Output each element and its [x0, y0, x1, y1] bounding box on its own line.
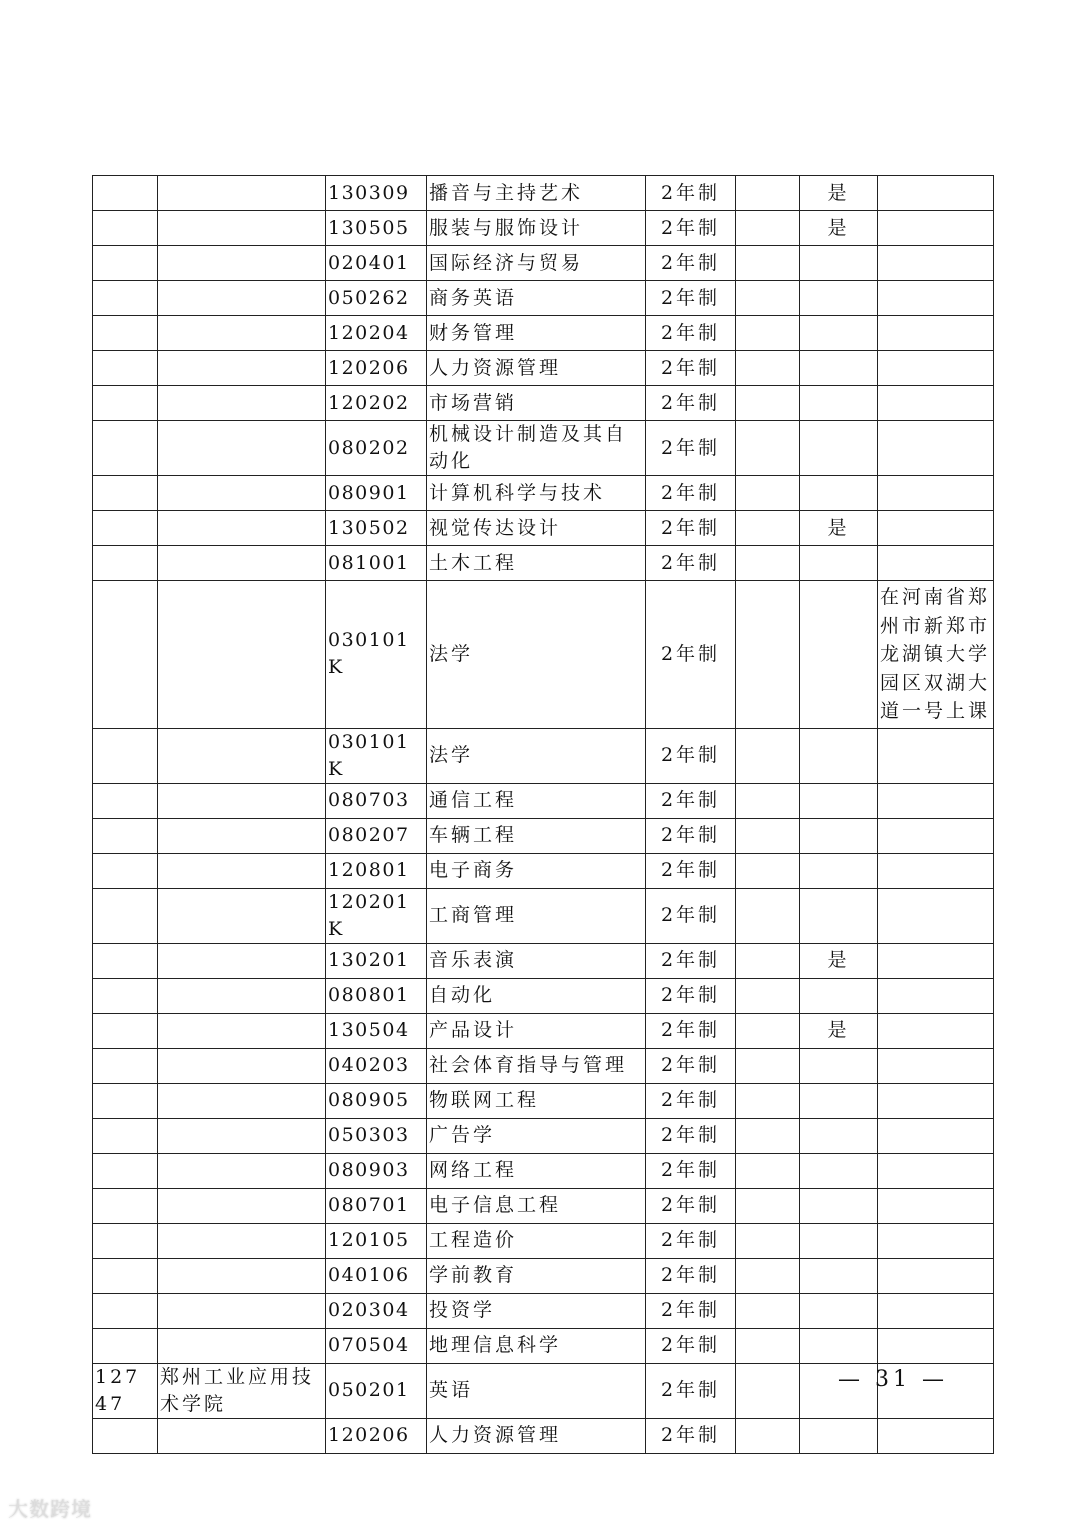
major-code-cell: 030101K	[326, 581, 427, 729]
art-major-cell	[800, 1118, 878, 1153]
school-id-cell	[93, 943, 158, 978]
major-name-cell: 视觉传达设计	[427, 511, 646, 546]
note-cell	[878, 943, 994, 978]
major-name-cell: 广告学	[427, 1118, 646, 1153]
blank-cell	[736, 1048, 800, 1083]
art-major-cell	[800, 281, 878, 316]
school-name-cell	[158, 1223, 326, 1258]
art-major-cell	[800, 1418, 878, 1453]
table-row	[93, 176, 994, 211]
school-id-cell	[93, 1048, 158, 1083]
major-code-cell: 050201	[326, 1363, 427, 1418]
art-major-cell	[800, 853, 878, 888]
table-row	[93, 211, 994, 246]
note-cell	[878, 1083, 994, 1118]
duration-cell: 2年制	[646, 1418, 736, 1453]
school-id-cell	[93, 818, 158, 853]
major-code-cell: 080701	[326, 1188, 427, 1223]
art-major-cell	[800, 1293, 878, 1328]
major-code-cell: 120204	[326, 316, 427, 351]
duration-cell: 2年制	[646, 476, 736, 511]
note-cell	[878, 176, 994, 211]
blank-cell	[736, 1418, 800, 1453]
major-name-cell: 电子商务	[427, 853, 646, 888]
school-id-cell: 12747	[93, 1363, 158, 1418]
note-cell	[878, 1013, 994, 1048]
note-cell	[878, 783, 994, 818]
note-cell	[878, 546, 994, 581]
art-major-cell	[800, 421, 878, 476]
blank-cell	[736, 1223, 800, 1258]
school-id-cell	[93, 1418, 158, 1453]
blank-cell	[736, 211, 800, 246]
duration-cell: 2年制	[646, 351, 736, 386]
school-id-cell	[93, 546, 158, 581]
note-cell	[878, 853, 994, 888]
major-name-cell: 计算机科学与技术	[427, 476, 646, 511]
blank-cell	[736, 511, 800, 546]
art-major-cell	[800, 316, 878, 351]
duration-cell: 2年制	[646, 1013, 736, 1048]
table-row	[93, 1153, 994, 1188]
art-major-cell: 是	[800, 511, 878, 546]
major-name-cell: 产品设计	[427, 1013, 646, 1048]
school-id-cell	[93, 853, 158, 888]
art-major-cell	[800, 351, 878, 386]
major-name-cell: 土木工程	[427, 546, 646, 581]
school-name-cell	[158, 728, 326, 783]
blank-cell	[736, 546, 800, 581]
school-name-cell	[158, 978, 326, 1013]
table-row	[93, 1083, 994, 1118]
major-code-cell: 120202	[326, 386, 427, 421]
majors-table	[92, 175, 994, 1454]
art-major-cell	[800, 888, 878, 943]
major-name-cell: 播音与主持艺术	[427, 176, 646, 211]
note-cell	[878, 1258, 994, 1293]
note-cell: 在河南省郑州市新郑市龙湖镇大学园区双湖大道一号上课	[878, 581, 994, 729]
major-code-cell: 080903	[326, 1153, 427, 1188]
blank-cell	[736, 728, 800, 783]
duration-cell: 2年制	[646, 978, 736, 1013]
art-major-cell: 是	[800, 1013, 878, 1048]
school-name-cell	[158, 1258, 326, 1293]
duration-cell: 2年制	[646, 1328, 736, 1363]
blank-cell	[736, 783, 800, 818]
school-name-cell	[158, 818, 326, 853]
note-cell	[878, 211, 994, 246]
major-name-cell: 自动化	[427, 978, 646, 1013]
major-code-cell: 120801	[326, 853, 427, 888]
major-code-cell: 120201K	[326, 888, 427, 943]
blank-cell	[736, 1188, 800, 1223]
blank-cell	[736, 1153, 800, 1188]
school-id-cell	[93, 978, 158, 1013]
note-cell	[878, 421, 994, 476]
watermark-logo: 大数跨境	[8, 1497, 92, 1521]
school-name-cell	[158, 246, 326, 281]
blank-cell	[736, 1013, 800, 1048]
note-cell	[878, 511, 994, 546]
major-name-cell: 电子信息工程	[427, 1188, 646, 1223]
blank-cell	[736, 421, 800, 476]
major-name-cell: 物联网工程	[427, 1083, 646, 1118]
page-number: — 31 —	[838, 1367, 948, 1392]
blank-cell	[736, 246, 800, 281]
school-id-cell	[93, 281, 158, 316]
major-code-cell: 120206	[326, 351, 427, 386]
table-row	[93, 728, 994, 783]
school-name-cell	[158, 1083, 326, 1118]
school-name-cell	[158, 316, 326, 351]
school-name-cell	[158, 176, 326, 211]
school-id-cell	[93, 511, 158, 546]
table-row	[93, 546, 994, 581]
school-name-cell	[158, 1293, 326, 1328]
art-major-cell: 是	[800, 211, 878, 246]
blank-cell	[736, 351, 800, 386]
school-id-cell	[93, 1013, 158, 1048]
duration-cell: 2年制	[646, 511, 736, 546]
table-row	[93, 421, 994, 476]
school-name-cell	[158, 211, 326, 246]
duration-cell: 2年制	[646, 1258, 736, 1293]
school-id-cell	[93, 316, 158, 351]
art-major-cell	[800, 476, 878, 511]
school-name-cell	[158, 1013, 326, 1048]
duration-cell: 2年制	[646, 1223, 736, 1258]
blank-cell	[736, 316, 800, 351]
blank-cell	[736, 386, 800, 421]
school-id-cell	[93, 211, 158, 246]
duration-cell: 2年制	[646, 1153, 736, 1188]
art-major-cell	[800, 546, 878, 581]
major-code-cell: 081001	[326, 546, 427, 581]
major-name-cell: 通信工程	[427, 783, 646, 818]
note-cell	[878, 1048, 994, 1083]
duration-cell: 2年制	[646, 581, 736, 729]
art-major-cell: 是	[800, 943, 878, 978]
school-id-cell	[93, 246, 158, 281]
school-name-cell	[158, 1153, 326, 1188]
note-cell	[878, 818, 994, 853]
major-code-cell: 080703	[326, 783, 427, 818]
school-name-cell	[158, 853, 326, 888]
major-name-cell: 商务英语	[427, 281, 646, 316]
major-code-cell: 080905	[326, 1083, 427, 1118]
school-name-cell	[158, 421, 326, 476]
major-code-cell: 080901	[326, 476, 427, 511]
duration-cell: 2年制	[646, 211, 736, 246]
art-major-cell	[800, 728, 878, 783]
school-name-cell	[158, 581, 326, 729]
major-name-cell: 工商管理	[427, 888, 646, 943]
major-name-cell: 社会体育指导与管理	[427, 1048, 646, 1083]
note-cell	[878, 888, 994, 943]
school-name-cell	[158, 351, 326, 386]
duration-cell: 2年制	[646, 1048, 736, 1083]
table-row	[93, 1328, 994, 1363]
major-name-cell: 服装与服饰设计	[427, 211, 646, 246]
major-name-cell: 法学	[427, 728, 646, 783]
table-row	[93, 511, 994, 546]
note-cell	[878, 316, 994, 351]
major-name-cell: 学前教育	[427, 1258, 646, 1293]
art-major-cell	[800, 246, 878, 281]
school-id-cell	[93, 421, 158, 476]
blank-cell	[736, 818, 800, 853]
blank-cell	[736, 888, 800, 943]
table-row	[93, 581, 994, 729]
table-row	[93, 1048, 994, 1083]
school-name-cell	[158, 1188, 326, 1223]
table-row	[93, 1258, 994, 1293]
school-id-cell	[93, 176, 158, 211]
note-cell	[878, 1418, 994, 1453]
school-id-cell	[93, 476, 158, 511]
duration-cell: 2年制	[646, 1118, 736, 1153]
table-row	[93, 783, 994, 818]
blank-cell	[736, 1293, 800, 1328]
major-code-cell: 120105	[326, 1223, 427, 1258]
major-code-cell: 050303	[326, 1118, 427, 1153]
major-name-cell: 法学	[427, 581, 646, 729]
school-name-cell	[158, 546, 326, 581]
school-id-cell	[93, 783, 158, 818]
major-code-cell: 080207	[326, 818, 427, 853]
major-name-cell: 国际经济与贸易	[427, 246, 646, 281]
school-name-cell: 郑州工业应用技术学院	[158, 1363, 326, 1418]
blank-cell	[736, 943, 800, 978]
major-code-cell: 050262	[326, 281, 427, 316]
table-row	[93, 978, 994, 1013]
art-major-cell	[800, 1328, 878, 1363]
note-cell	[878, 1153, 994, 1188]
school-id-cell	[93, 1328, 158, 1363]
table-row	[93, 1013, 994, 1048]
duration-cell: 2年制	[646, 281, 736, 316]
major-name-cell: 人力资源管理	[427, 1418, 646, 1453]
blank-cell	[736, 581, 800, 729]
table-row	[93, 1223, 994, 1258]
art-major-cell	[800, 978, 878, 1013]
duration-cell: 2年制	[646, 421, 736, 476]
table-row	[93, 943, 994, 978]
art-major-cell	[800, 581, 878, 729]
school-name-cell	[158, 476, 326, 511]
school-id-cell	[93, 1293, 158, 1328]
school-name-cell	[158, 511, 326, 546]
major-code-cell: 030101K	[326, 728, 427, 783]
table-row	[93, 476, 994, 511]
art-major-cell	[800, 1223, 878, 1258]
major-code-cell: 040106	[326, 1258, 427, 1293]
note-cell	[878, 386, 994, 421]
duration-cell: 2年制	[646, 176, 736, 211]
school-id-cell	[93, 1118, 158, 1153]
art-major-cell	[800, 1153, 878, 1188]
art-major-cell	[800, 1258, 878, 1293]
major-name-cell: 人力资源管理	[427, 351, 646, 386]
school-id-cell	[93, 1153, 158, 1188]
blank-cell	[736, 1328, 800, 1363]
school-name-cell	[158, 281, 326, 316]
major-name-cell: 机械设计制造及其自动化	[427, 421, 646, 476]
school-id-cell	[93, 1258, 158, 1293]
major-name-cell: 地理信息科学	[427, 1328, 646, 1363]
duration-cell: 2年制	[646, 853, 736, 888]
note-cell	[878, 351, 994, 386]
note-cell	[878, 246, 994, 281]
major-code-cell: 040203	[326, 1048, 427, 1083]
school-id-cell	[93, 581, 158, 729]
blank-cell	[736, 1363, 800, 1418]
table-row	[93, 386, 994, 421]
school-name-cell	[158, 1328, 326, 1363]
major-name-cell: 英语	[427, 1363, 646, 1418]
note-cell	[878, 1328, 994, 1363]
duration-cell: 2年制	[646, 1363, 736, 1418]
major-name-cell: 网络工程	[427, 1153, 646, 1188]
school-id-cell	[93, 386, 158, 421]
school-name-cell	[158, 1048, 326, 1083]
blank-cell	[736, 978, 800, 1013]
blank-cell	[736, 1258, 800, 1293]
duration-cell: 2年制	[646, 888, 736, 943]
school-id-cell	[93, 728, 158, 783]
duration-cell: 2年制	[646, 1188, 736, 1223]
duration-cell: 2年制	[646, 316, 736, 351]
school-id-cell	[93, 1083, 158, 1118]
art-major-cell	[800, 1188, 878, 1223]
school-id-cell	[93, 351, 158, 386]
major-code-cell: 020304	[326, 1293, 427, 1328]
major-name-cell: 工程造价	[427, 1223, 646, 1258]
major-code-cell: 080202	[326, 421, 427, 476]
blank-cell	[736, 476, 800, 511]
major-code-cell: 080801	[326, 978, 427, 1013]
major-name-cell: 音乐表演	[427, 943, 646, 978]
blank-cell	[736, 1118, 800, 1153]
note-cell	[878, 1118, 994, 1153]
school-name-cell	[158, 783, 326, 818]
major-code-cell: 130504	[326, 1013, 427, 1048]
major-code-cell: 120206	[326, 1418, 427, 1453]
school-name-cell	[158, 1118, 326, 1153]
table-row	[93, 853, 994, 888]
note-cell	[878, 728, 994, 783]
table-row	[93, 1293, 994, 1328]
table-row	[93, 351, 994, 386]
table-row	[93, 888, 994, 943]
note-cell	[878, 281, 994, 316]
art-major-cell	[800, 783, 878, 818]
art-major-cell	[800, 818, 878, 853]
duration-cell: 2年制	[646, 386, 736, 421]
note-cell	[878, 978, 994, 1013]
blank-cell	[736, 281, 800, 316]
major-name-cell: 财务管理	[427, 316, 646, 351]
duration-cell: 2年制	[646, 1083, 736, 1118]
school-id-cell	[93, 1223, 158, 1258]
duration-cell: 2年制	[646, 783, 736, 818]
school-name-cell	[158, 1418, 326, 1453]
duration-cell: 2年制	[646, 246, 736, 281]
table-row	[93, 1418, 994, 1453]
duration-cell: 2年制	[646, 546, 736, 581]
blank-cell	[736, 1083, 800, 1118]
major-code-cell: 130505	[326, 211, 427, 246]
blank-cell	[736, 853, 800, 888]
blank-cell	[736, 176, 800, 211]
school-id-cell	[93, 888, 158, 943]
duration-cell: 2年制	[646, 943, 736, 978]
duration-cell: 2年制	[646, 818, 736, 853]
note-cell	[878, 476, 994, 511]
table-row	[93, 818, 994, 853]
duration-cell: 2年制	[646, 728, 736, 783]
art-major-cell	[800, 1083, 878, 1118]
note-cell	[878, 1293, 994, 1328]
major-name-cell: 投资学	[427, 1293, 646, 1328]
school-name-cell	[158, 386, 326, 421]
major-code-cell: 130502	[326, 511, 427, 546]
table-row	[93, 281, 994, 316]
school-id-cell	[93, 1188, 158, 1223]
art-major-cell	[800, 386, 878, 421]
art-major-cell	[800, 1048, 878, 1083]
major-code-cell: 020401	[326, 246, 427, 281]
art-major-cell: 是	[800, 176, 878, 211]
table-row	[93, 1118, 994, 1153]
table-row	[93, 246, 994, 281]
major-code-cell: 130201	[326, 943, 427, 978]
major-name-cell: 市场营销	[427, 386, 646, 421]
duration-cell: 2年制	[646, 1293, 736, 1328]
school-name-cell	[158, 943, 326, 978]
school-name-cell	[158, 888, 326, 943]
table-row	[93, 316, 994, 351]
major-code-cell: 070504	[326, 1328, 427, 1363]
major-code-cell: 130309	[326, 176, 427, 211]
note-cell	[878, 1223, 994, 1258]
table-row	[93, 1188, 994, 1223]
note-cell	[878, 1188, 994, 1223]
major-name-cell: 车辆工程	[427, 818, 646, 853]
